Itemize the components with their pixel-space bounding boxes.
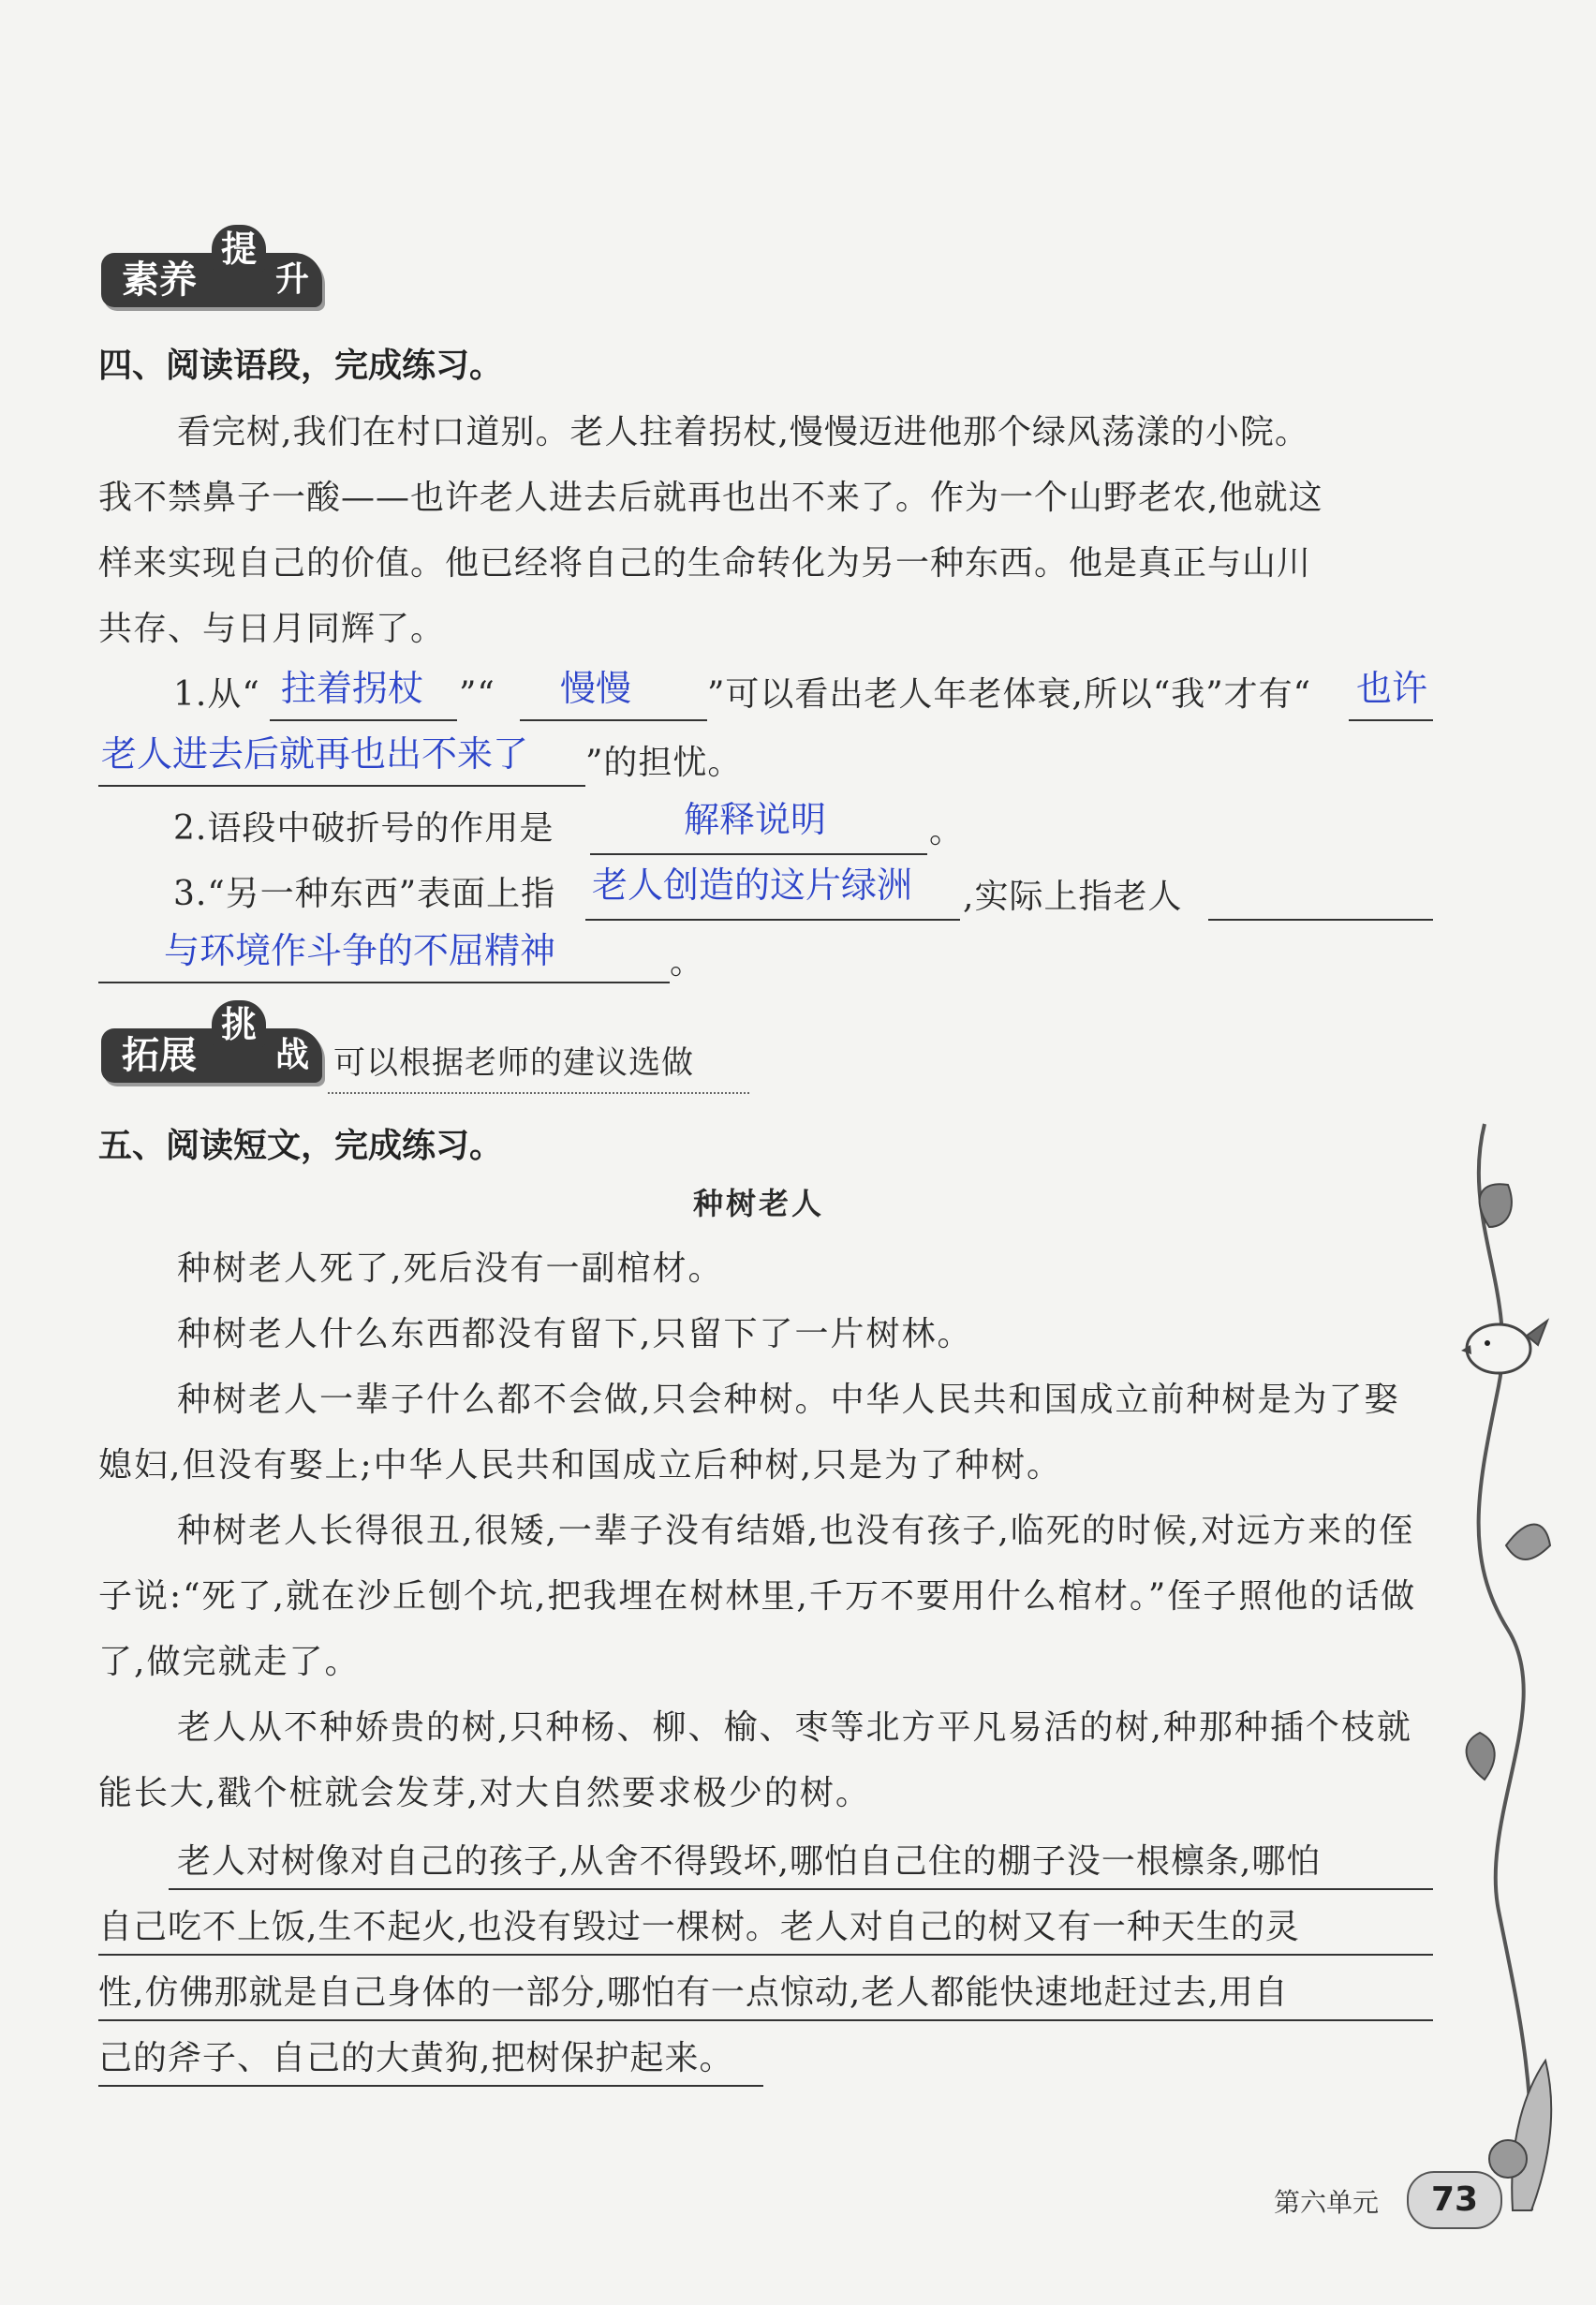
question-4-heading: 四、阅读语段，完成练习。 (98, 347, 504, 385)
q1-suffix: ”的担忧。 (585, 744, 743, 782)
watermark-glyph (484, 222, 746, 332)
story-paragraph-5: 老人从不种娇贵的树,只种杨、柳、榆、枣等北方平凡易活的树,种那种插个枝就能长大,戳个桩就会发芽,对大自然要求极少的树。 (98, 1708, 1412, 1812)
story-paragraph-2: 种树老人什么东西都没有留下,只留下了一片树林。 (177, 1315, 973, 1353)
q3-suffix: 。 (670, 943, 705, 982)
story-paragraph-4: 种树老人长得很丑,很矮,一辈子没有结婚,也没有孩子,临死的时候,对远方来的侄子说:“死了,就在沙丘刨个坑,把我埋在树林里,千万不要用什么棺材。”侄子照他的话做了,做完就走了。 (98, 1512, 1417, 1681)
q1-prefix: 1.从“ (173, 675, 260, 714)
optional-note: 可以根据老师的建议选做 (333, 1044, 694, 1082)
underline-3 (98, 2019, 1433, 2021)
badge-main-text: 拓展 (122, 1034, 197, 1077)
q2-prefix: 2.语段中破折号的作用是 (173, 809, 554, 848)
underline-2 (98, 1954, 1433, 1956)
q2-suffix: 。 (929, 812, 965, 850)
badge-main-text: 素养 (122, 259, 197, 302)
q3-blank-2a[interactable] (1208, 866, 1433, 921)
q1-answer-1: 拄着拐杖 (281, 668, 424, 709)
story-paragraph-3: 种树老人一辈子什么都不会做,只会种树。中华人民共和国成立前种树是为了娶媳妇,但没有娶上;中华人民共和国成立后种树,只是为了种树。 (98, 1381, 1400, 1485)
optional-note-dotted-line (328, 1092, 749, 1094)
q3-answer-2: 与环境作斗争的不屈精神 (164, 930, 556, 971)
q1-mid2: ”可以看出老人年老体衰,所以“我”才有“ (707, 675, 1312, 714)
story-title: 种树老人 (693, 1186, 825, 1221)
q3-answer-1: 老人创造的这片绿洲 (592, 864, 913, 906)
underline-1 (169, 1888, 1433, 1890)
section-badge-tuozhan (101, 1004, 322, 1083)
q1-answer-3a: 也许 (1356, 668, 1428, 709)
underlined-line-4: 己的斧子、自己的大黄狗,把树保护起来。 (98, 2039, 734, 2077)
passage-line-2: 我不禁鼻子一酸——也许老人进去后就再也出不来了。作为一个山野老农,他就这 (98, 479, 1323, 517)
underline-4 (98, 2085, 763, 2087)
underlined-line-2: 自己吃不上饭,生不起火,也没有毁过一棵树。老人对自己的树又有一种天生的灵 (98, 1908, 1300, 1946)
passage-line-4: 共存、与日月同辉了。 (98, 610, 446, 648)
q3-prefix: 3.“另一种东西”表面上指 (173, 875, 556, 913)
q1-answer-2: 慢慢 (560, 668, 632, 709)
badge-tail-text: 升 (275, 260, 310, 299)
watermark-top (482, 222, 746, 347)
section-badge-suyang (101, 229, 322, 307)
page-number: 73 (1407, 2171, 1502, 2229)
passage-line-3: 样来实现自己的价值。他已经将自己的生命转化为另一种东西。他是真正与山川 (98, 544, 1312, 583)
passage-line-1: 看完树,我们在村口道别。老人拄着拐杖,慢慢迈进他那个绿风荡漾的小院。 (177, 413, 1309, 451)
badge-raised-text: 提 (212, 225, 266, 273)
badge-raised-text: 挑 (212, 1000, 266, 1049)
underlined-line-1: 老人对树像对自己的孩子,从舍不得毁坏,哪怕自己住的棚子没一根檩条,哪怕 (177, 1842, 1322, 1881)
badge-tail-text: 战 (275, 1036, 310, 1074)
unit-label: 第六单元 (1274, 2187, 1380, 2218)
underlined-line-3: 性,仿佛那就是自己身体的一部分,哪怕有一点惊动,老人都能快速地赶过去,用自 (98, 1973, 1289, 2012)
question-5-heading: 五、阅读短文，完成练习。 (98, 1127, 504, 1165)
story-paragraph-1: 种树老人死了,死后没有一副棺材。 (177, 1249, 724, 1288)
q3-mid: ,实际上指老人 (963, 878, 1183, 916)
q2-answer: 解释说明 (684, 799, 827, 840)
vine-decoration-icon (1442, 1105, 1583, 2220)
q1-answer-3b: 老人进去后就再也出不来了 (101, 733, 529, 775)
q1-mid1: ”“ (459, 675, 495, 714)
